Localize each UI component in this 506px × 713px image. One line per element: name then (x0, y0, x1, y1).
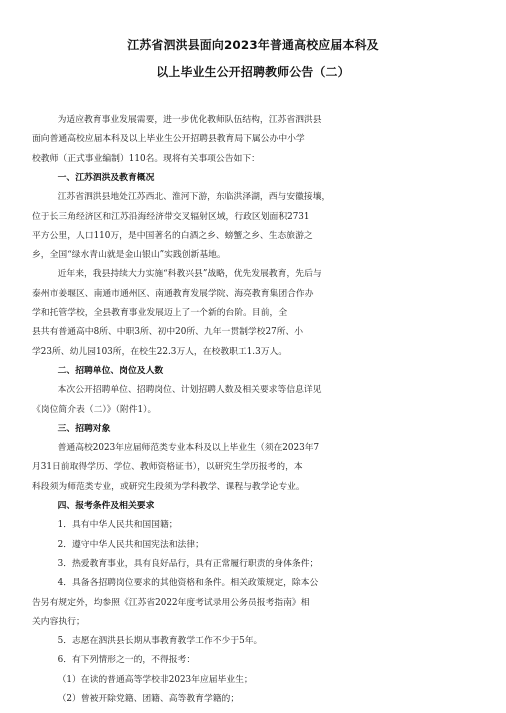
paragraph-line: 校教师（正式事业编制）110名。现将有关事项公告如下： (32, 154, 260, 164)
paragraph-line: 乡，全国“绿水青山就是金山银山”实践创新基地。 (32, 250, 226, 260)
paragraph-line: 泰州市姜堰区、南通市通州区、南通教育发展学院、海亮教育集团合作办 (32, 289, 314, 299)
document-title-line-1: 江苏省泗洪县面向2023年普通高校应届本科及 (127, 38, 379, 52)
paragraph-line: 江苏省泗洪县地处江苏西北、淮河下游，东临洪泽湖，西与安徽接壤， (57, 192, 331, 202)
document-title-line-2: 以上毕业生公开招聘教师公告（二） (156, 65, 350, 79)
section-heading: 四、报考条件及相关要求 (57, 501, 155, 511)
paragraph-line: 近年来，我县持续大力实施“科教兴县”战略，优先发展教育，先后与 (57, 269, 322, 279)
paragraph-line: 本次公开招聘单位、招聘岗位、计划招聘人数及相关要求等信息详见 (57, 385, 322, 395)
paragraph-line: 告另有规定外，均参照《江苏省2022年度考试录用公务员报考指南》相 (32, 598, 310, 608)
paragraph-line: 面向普通高校应届本科及以上毕业生公开招聘县教育局下属公办中小学 (32, 134, 305, 144)
paragraph-line: 4．具备各招聘岗位要求的其他资格和条件。相关政策规定，除本公 (57, 578, 319, 588)
section-heading: 三、招聘对象 (57, 424, 111, 434)
paragraph-line: 平方公里，人口110万，是中国著名的白酒之乡、螃蟹之乡、生态旅游之 (32, 231, 313, 241)
paragraph-line: 3．热爱教育事业，具有良好品行，具有正常履行职责的身体条件； (57, 559, 319, 569)
paragraph-line: 《岗位简介表（二）》（附件1）。 (32, 405, 157, 415)
paragraph-line: 为适应教育事业发展需要，进一步优化教师队伍结构，江苏省泗洪县 (57, 115, 322, 125)
paragraph-line: （2）曾被开除党籍、团籍、高等教育学籍的； (57, 694, 240, 704)
paragraph-line: 普通高校2023年应届师范类专业本科及以上毕业生（须在2023年7 (57, 443, 320, 453)
paragraph-line: 1．具有中华人民共和国国籍； (57, 520, 178, 530)
paragraph-line: 科段须为师范类专业，或研究生段须为学科教学、课程与教学论专业。 (32, 482, 305, 492)
paragraph-line: 位于长三角经济区和江苏沿海经济带交叉辐射区域，行政区划面积2731 (32, 212, 310, 222)
paragraph-line: 学23所、幼儿园103所，在校生22.3万人，在校教职工1.3万人。 (32, 347, 288, 357)
paragraph-line: 5．志愿在泗洪县长期从事教育教学工作不少于5年。 (57, 636, 263, 646)
paragraph-line: 学和托管学校，全县教育事业发展迈上了一个新的台阶。目前，全 (32, 308, 288, 318)
paragraph-line: （1）在读的普通高等学校非2023年应届毕业生； (57, 675, 253, 685)
section-heading: 一、江苏泗洪及教育概况 (57, 173, 155, 183)
paragraph-line: 关内容执行； (32, 617, 85, 627)
section-heading: 二、招聘单位、岗位及人数 (57, 366, 164, 376)
paragraph-line: 县共有普通高中8所、中职3所、初中20所、九年一贯制学校27所、小 (32, 327, 304, 337)
paragraph-line: 月31日前取得学历、学位、教师资格证书），以研究生学历报考的，本 (32, 462, 303, 472)
paragraph-line: 2．遵守中华人民共和国宪法和法律； (57, 540, 204, 550)
paragraph-line: 6．有下列情形之一的，不得报考： (57, 655, 196, 665)
